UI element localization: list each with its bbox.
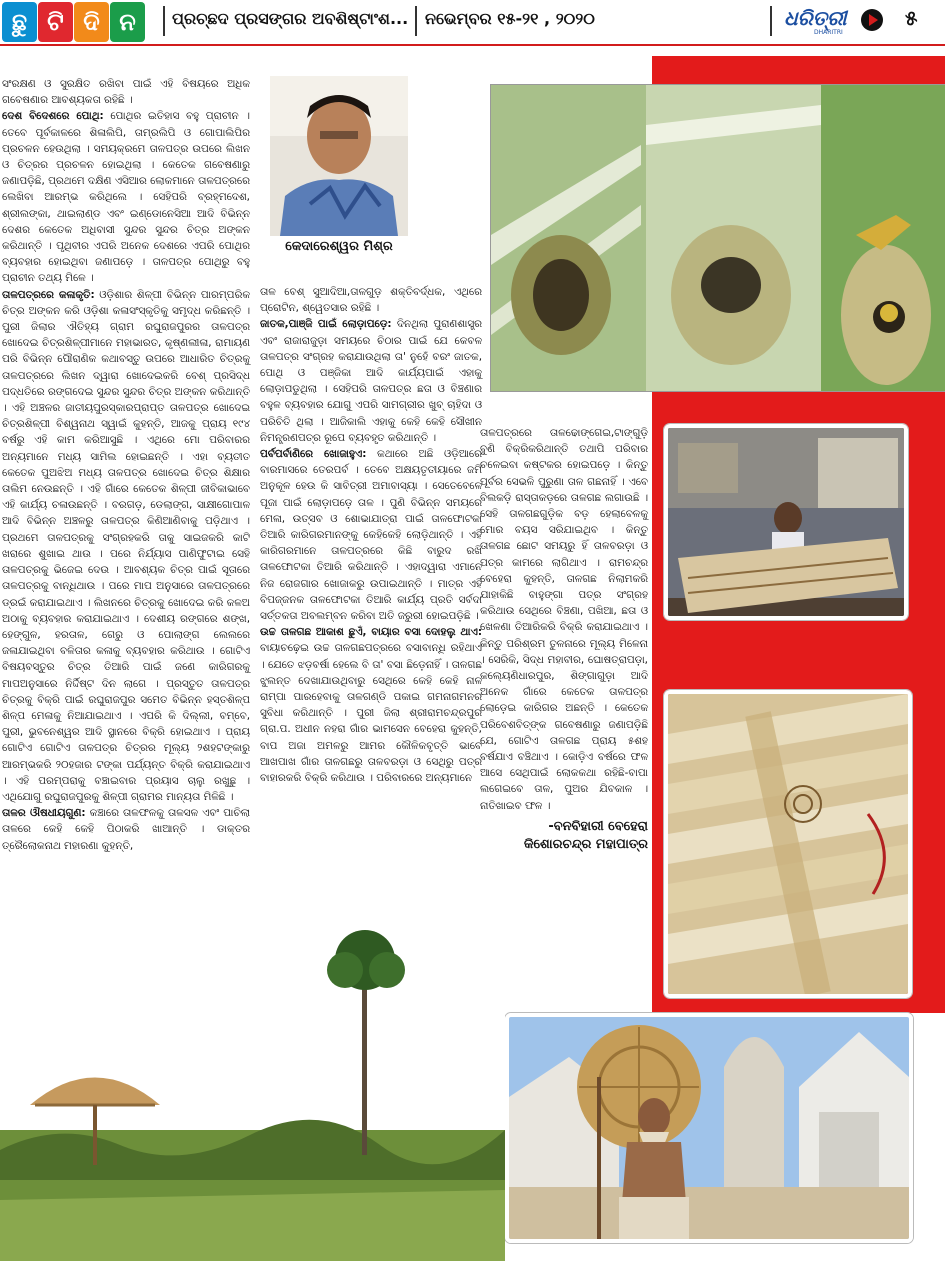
paragraph bbox=[260, 446, 482, 624]
paragraph bbox=[2, 805, 250, 854]
article-column-3 bbox=[480, 425, 648, 854]
header-title: ପ୍ରଚ୍ଛଦ ପ୍ରସଙ୍ଗର ଅବଶିଷ୍ଟାଂଶ... bbox=[172, 9, 409, 28]
subheading: ଜାତକ,ପାଞ୍ଜି ପାଇଁ ଲୋଡ଼ାପଡ଼େ: bbox=[260, 318, 392, 331]
subheading: ତାଳପତ୍ରରେ କଳାକୃତି: bbox=[2, 288, 95, 301]
divider bbox=[770, 6, 772, 36]
paragraph bbox=[2, 287, 250, 806]
play-icon bbox=[861, 9, 883, 31]
subheading: ଦେଶ ବିଦେଶରେ ପୋଥି: bbox=[2, 110, 104, 123]
byline-author-1: -ବନବିହାରୀ ବେହେରା bbox=[548, 818, 648, 834]
paragraph: ସଂରକ୍ଷଣ ଓ ସୁରକ୍ଷିତ ରଖିବା ପାଇଁ ଏହି ବିଷୟରେ ଅଧିକ ଗବେଷଣାର ଆବଶ୍ୟକତା ରହିଛି । bbox=[2, 78, 250, 107]
page-number: ୫ bbox=[905, 6, 918, 30]
portrait-caption: କେଦାରେଶ୍ୱର ମିଶ୍ର bbox=[285, 239, 393, 254]
paragraph-text: ବାୟାଚଢ଼େଇ ଉଚ୍ଚ ତାଳଗଛପତ୍ରରେ ବସାବାନ୍ଧି ରହିଥାଏ । ଯେତେ ଝଡ଼ବର୍ଷା ହେଲେ ବି ତା' ବସା ଛିଡ଼େନାହିଁ । ତାଳଗଛ ଝୁଲନ୍ତ ଦେଖାଯାଉଥିବାରୁ ସେଥିରେ କେହି କେହି ନାଳ ରାମ୍ପା ପାରହେବାକୁ ତାଳଗଣ୍ଡି ପକାଇ ଗମନାଗମନର ସୁବିଧା କରିଥାନ୍ତି । ପୁରୀ ଜିଲା ଶ୍ରୀରାମଚନ୍ଦ୍ରପୁର ଗ୍ରା.ପ. ଅଧୀନ ନହରା ଗାଁର ଭାମସେନ ବେହେରା କୁହନ୍ତି, ବାପ ଅଜା ଅମଳରୁ ଆମର କୌଳିକବୃତ୍ତି ଭାବେ ଆଖପାଖ ଗାଁର ତାଳଗଛରୁ ତାଳବରଡ଼ା ଓ ସେଥିରୁ ପତ୍ର ବାହାରକରି ବିକ୍ରି କରିଥାଉ । ପରିବାରରେ ଅନ୍ୟମାନେ bbox=[260, 642, 482, 785]
logo-subtext: DHARITRI bbox=[814, 29, 843, 36]
divider bbox=[415, 6, 417, 36]
paragraph-text: ଦିନଥିଲା ପୁରାଣଶାସ୍ତ୍ର ଏବଂ ରାଜାରାଜୁଡ଼ା ସମୟରେ ଚିଠାର ପାଇଁ ଯେ କେବଳ ତାଳପତ୍ର ସଂଗ୍ରହ କରାଯାଉଥିଲା ତା' ନୁହେଁ ବରଂ ଜାତକ, ପୋଥି ଓ ପଞ୍ଜିକା ଆଦି କାର୍ଯ୍ୟପାଇଁ ଏହାକୁ ଲୋଡ଼ାପଡୁଥିଲା । ସେହିପରି ତାଳପତ୍ର ଛତା ଓ ବିଞ୍ଚଣାର ବହୁଳ ବ୍ୟବହାର ଯୋଗୁ ଏପରି ସାମଗ୍ରୀର ଖୁବ୍‌ ଚାହିଦା ଓ ପରିଚିତି ଥିଲା । ଆଜିକାଲି ଏହାକୁ କେହି କେହି ସୌଖୀନ ନିମନ୍ତ୍ରଣପତ୍ର ରୂପେ ବ୍ୟବହୃତ କରିଥାନ୍ତି । bbox=[260, 318, 482, 444]
page-header bbox=[0, 0, 945, 46]
subheading: ତାଳର ଔଷଧୀୟଗୁଣ: bbox=[2, 807, 86, 820]
paragraph bbox=[2, 108, 250, 286]
paragraph-text: ଓଡ଼ିଶାର ଶିଳ୍ପୀ ବିଭିନ୍ନ ପାରମ୍ପରିକ ଚିତ୍ର ଅଙ୍କନ କରି ଓଡ଼ିଶା କଳାସଂସ୍କୃତିକୁ ସମୃଦ୍ଧ କରିଛନ୍ତି । ପୁରୀ ଜିଲାର ଐତିହ୍ୟ ଗ୍ରାମ ରଘୁରାଜପୁରର ତାଳପତ୍ର ଖୋଦେଇ ଚିତ୍ରଶିଳ୍ପୀମାନେ ମହାଭାରତ, କୃଷ୍ଣଲୀଳା, ରାମାୟଣ ପରି ବିଭିନ୍ନ ପୌରାଣିକ କଥାବସ୍ତୁ ଉପରେ ଆଧାରିତ ଚିତ୍ରକୁ ତାଳପତ୍ରରେ ଲିଖନ ଦ୍ୱାରା ଖୋଦେଇକରି ବେଶ୍‌ ପ୍ରସିଦ୍ଧ ପଦ୍ଧତିରେ ରଙ୍ଗଦେଇ ସୁନ୍ଦର ସୁନ୍ଦର ଚିତ୍ର ଅଙ୍କନ କରିଥାନ୍ତି । ଏହି ଅଞ୍ଚଳର ଜାତୀୟପୁରସ୍କାରପ୍ରାପ୍ତ ତାଳପତ୍ର ଖୋଦେଇ ଚିତ୍ରଶିଳ୍ପୀ ବିଶ୍ୱନାଥ ସ୍ୱାଇଁ କୁହନ୍ତି, ଆଜକୁ ପ୍ରାୟ ୧୯୪ ବର୍ଷରୁ ଏହି କାମ କରିଆସୁଛି । ଏଥିରେ ମୋ ପରିବାରର ଅନ୍ୟମାନେ ମଧ୍ୟ ସାମିଲ ହୋଇଛନ୍ତି । ଏହା ବ୍ୟତୀତ କେତେକ ପୁଅଝିଅ ମଧ୍ୟ ତାଳପତ୍ର ଖୋଦେଇ ଚିତ୍ର ଶିକ୍ଷାର ତାଲିମ ନେଉଛନ୍ତି । ଏହି ଗାଁରେ କେତେକ ଶିଳ୍ପୀ ଜୀବିକାଭାବେ ଏହି କାର୍ଯ୍ୟ ଚଳାଉଛନ୍ତି । ବରଗଡ଼, ଡେଲାଙ୍ଗ, ସାକ୍ଷୀଗୋପାଳ ଆଦି ବିଭିନ୍ନ ଅଞ୍ଚଳରୁ ତାଳପତ୍ର କିଣିଆଣିବାକୁ ପଡ଼ିଥାଏ । ପ୍ରଥମେ ତାଳପତ୍ରକୁ ସଂଗ୍ରହକରି ତାକୁ ସାଇଜକରି କାଟି ଖରାରେ ଶୁଖାଇ ଥାଉ । ପରେ ନିର୍ଯ୍ୟାସ ପାଣିଫୁଟାଇ ସେହି ତାଳପତ୍ରକୁ ଭିଜେଇ ଦେଉ । ଆବଶ୍ୟକ ଚିତ୍ର ପାଇଁ ସୂତାରେ ତାଳପତ୍ରକୁ ବାନ୍ଧିଥାଉ । ପରେ ମାପ ଅନୁସାରେ ତାଳପତ୍ରରେ ଡ୍ରଇଁ କରାଯାଇଥାଏ । ଲିଖନରେ ଚିତ୍ରକୁ ଖୋଦେଇ କରି କଳଅ ଅଠାକୁ ବ୍ୟବହାର କରାଯାଇଥାଏ । ଦେଶୀୟ ରଙ୍ଗରେ ଶଙ୍ଖ, ହେଙ୍ଗୁଳ, ହରତାଳ, ଗେରୁ ଓ ପୋଲାଙ୍ଗ ଲେଲରେ ଜଳାଯାଇଥିବା ବଳିତାର କଳାକୁ ବ୍ୟବହାର କରିଥାଉ । ଗୋଟିଏ ବିଷୟବସ୍ତୁର ଚିତ୍ର ତିଆରି ପାଇଁ ଜଣେ କାରିଗରକୁ ମାପଅନୁସାରେ ନିର୍ଦ୍ଦିଷ୍ଟ ଦିନ ଲାଗେ । ପ୍ରସ୍ତୁତ ତାଳପତ୍ର ଚିତ୍ରକୁ ବିକ୍ରି ପାଇଁ ରଘୁରାଜପୁର ସମେତ ବିଭିନ୍ନ ହସ୍ତଶିଳ୍ପ ଶିଳ୍ପ ମେଳାକୁ ନିଆଯାଇଥାଏ । ଏପରି କି ଦିଲ୍ଲୀ, ବମ୍ବେ, ପୁରୀ, ଭୁବନେଶ୍ୱର ଆଦି ସ୍ଥାନରେ ବିକ୍ରି ହୋଇଥାଏ । ପ୍ରାୟ ଗୋଟିଏ ଗୋଟିଏ ତାଳପତ୍ର ଚିତ୍ରର ମୂଲ୍ୟ ୨ଶହଟଙ୍କାରୁ ଆରମ୍ଭକରି ୨୦ହଜାର ଟଙ୍କା ପର୍ଯ୍ୟନ୍ତ ବିକ୍ରି କରାଯାଇଥାଏ । ଏହି ପରମ୍ପରାକୁ ବଞ୍ଚାଇବାର ପ୍ରୟାସ ଚାଲୁ ରଖୁଛୁ । ଏଥିଯୋଗୁ ରଘୁରାଜପୁରକୁ ଶିଳ୍ପୀ ଗ୍ରାମର ମାନ୍ୟତା ମିଳିଛି । bbox=[2, 288, 250, 803]
sadhu-with-palm-umbrella-photo bbox=[505, 1013, 913, 1243]
paragraph: ତାଳପତ୍ରରେ ତାଳଢୋଙ୍ଗେଇ,ଟାଙ୍ଗୁଡ଼ି ବୁଣି ବିକ୍ରିକରିଥାନ୍ତି ତଥାପି ପରିବାର ଚଳେଇବା କଷ୍ଟକର ହୋଇପଡ଼େ । କିନ୍ତୁ ପୂର୍ବର ସେଭଳି ପୁରୁଣା ତାଳ ଗଛନାହିଁ । ଏବେ ବିଲକଡ଼ି ରାସ୍ତାକଡ଼ରେ ତାଳଗଛ ଲଗାଉଛି । ସେହି ତାଳଗଛଗୁଡ଼ିକ ବଡ଼ ହେଲାବେଳକୁ ମୋର ବୟସ ସରିଯାଇଥିବ । କିନ୍ତୁ ତାଳଗଛ ଛୋଟ ସମୟରୁ ହିଁ ତାଳବରଡ଼ା ଓ ପତ୍ର କାମରେ ଲାଗିଥାଏ । ରାମଚନ୍ଦ୍ର ବେହେରା କୁହନ୍ତି, ତାଳଗଛ ନିଲାମକରି ଯାହାକିଛି ବାହୁଙ୍ଗା ପତ୍ର ସଂଗ୍ରହ କରିଥାଉ ସେଥିରେ ବିଞ୍ଚଣା, ପଖିଆ, ଛତା ଓ ଖେଳଣା ତିଆରିକରି ବିକ୍ରି କରାଯାଇଥାଏ । କିନ୍ତୁ ପରିଶ୍ରମ ତୁଳନାରେ ମୂଲ୍ୟ ମିଳେନା । ସେରିକି, ସିଦ୍ଧ ମହାବୀର, ଘୋଷତ୍ରାପଡ଼ା, କଲ୍ୟେଣିଧାରପୁର, ଶିଙ୍ଗାଗୁଡ଼ା ଆଦି ଅନେକ ଗାଁରେ କେତେକ ତାଳପତ୍ର ଲୋଡ଼େଇ କାରିଗର ଅଛନ୍ତି । କେତେକ ପରିବେଶବିତ୍‌ଙ୍କ ଗବେଷଣାରୁ ଜଣାପଡ଼ିଛି ଯେ, ଗୋଟିଏ ତାଳଗଛ ପ୍ରାୟ ୫ଶହ ବର୍ଷଯାଏ ବଞ୍ଚିଥାଏ । କୋଡ଼ିଏ ବର୍ଷରେ ଫଳ ଆସେ ସେଥିପାଇଁ ଲୋକକଥା ରହିଛି-ବାପା ଲଗେଇବେ ତାଳ, ପୁଅର ଯିବକାଳ । ନାତିଖାଇବ ଫଳ । bbox=[480, 427, 648, 812]
paragraph-text: ପୋଥିର ଇତିହାସ ବହୁ ପ୍ରାଚୀନ । ତେବେ ପୂର୍ବକାଳରେ ଶିଳାଲିପି, ତାମ୍ରଲିପି ଓ ଗୋପାଲିପିର ପ୍ରଚଳନ ହେଉଥିଲା । ସମୟକ୍ରମେ ତାଳପତ୍ର ଉପରେ ଲିଖନ ଓ ଚିତ୍ରର ପ୍ରଚଳନ ହୋଇଥିଲା । କେତେକ ଗବେଷଣାରୁ ଜଣାପଡ଼ିଛି, ପ୍ରଥମେ ଦକ୍ଷିଣ ଏସିଆର ଲୋକମାନେ ତାଳପତ୍ରରେ ଲେଖିବା ଆରମ୍ଭ କରିଥିଲେ । ସେହିପରି ବ୍ରହ୍ମଦେଶ, ଶ୍ରୀଲଙ୍କା, ଥାଇଲାଣ୍ଡ ଏବଂ ଇଣ୍ଡୋନେସିଆ ଆଦି ବିଭିନ୍ନ ଦେଶର କେତେକ ଅଧିବାସୀ ସୁନ୍ଦର ସୁନ୍ଦର ଚିତ୍ର ଅଙ୍କନ କରିଥାନ୍ତି । ପୃଥିବୀର ଏପରି ଅନେକ ଦେଶରେ ଏପରି ପୋଥିର ବ୍ୟବହାର ହୋଇଥିବା ଜଣାପଡ଼େ । ତାଳପତ୍ର ପୋଥିରୁ ବହୁ ପ୍ରାଚୀନ ତଥ୍ୟ ମିଳେ । bbox=[2, 110, 250, 285]
paragraph-text: କଥାରେ ଅଛି ଓଡ଼ିଆରେ ବାରମାସରେ ତେରପର୍ବ । ତେବେ ଅକ୍ଷୟତୃତୀୟାରେ ଜମି ଅନୁକୂଳ ହେଉ କି ସାବିତ୍ରୀ ଅମାବାସ୍ୟା । ସେତେବେଳେ ପୂଜା ପାଇଁ ଲୋଡ଼ାପଡ଼େ ତାଳ । ପୁଣି ବିଭିନ୍ନ ସମୟରେ ମେଳା, ଉତ୍ସବ ଓ ଶୋଭାଯାତ୍ରା ପାଇଁ ତାଳଫୋଟକା ତିଆରି କାରିଗରମାନଙ୍କୁ କେହିକେହି ଲୋଡ଼ିଥାନ୍ତି । ଏହି କାରିଗରମାନେ ତାଳପତ୍ରରେ କିଛି ବାରୁଦ ରଖି ତାଳଫୋଟକା ତିଆରି କରିଥାନ୍ତି । ଏହାଦ୍ୱାରା ଏମାନେ ନିଜ ରୋଜଗାର ଖୋଜାକରୁ ଉପାଇଥାନ୍ତି । ମାତ୍ର ଏହି ବିପଜ୍ଜନକ ତାଳଫୋଟକା ତିଆରି କାର୍ଯ୍ୟ ପ୍ରତି ସର୍ବଦା ସର୍ତ୍ତକତା ଅବଲମ୍ବନ କରିବା ଅତି ଜରୁରୀ ହୋଇପଡ଼ିଛି । bbox=[260, 448, 482, 623]
subheading: ଉଚ୍ଚ ତାଳଗଛ ଆକାଶ ଛୁଏଁ, ବାୟାର ବସା ଦୋହଲୁ ଥାଏ: bbox=[260, 626, 482, 639]
brand-letter: ଟି bbox=[38, 2, 73, 42]
subheading: ପର୍ବପର୍ବାଣିରେ ଖୋଜାହୁଏ: bbox=[260, 448, 367, 461]
brand-letter: ନ bbox=[110, 2, 145, 42]
byline-author-2: କିଶୋରଚନ୍ଦ୍ର ମହାପାତ୍ର bbox=[523, 836, 648, 852]
palm-landscape-photo bbox=[0, 920, 505, 1261]
paragraph-text: କଞ୍ଚାରେ ତାଳଫଳକୁ ତାଳସଳ ଏବଂ ପାଚିଲା ତାଳରେ କେହି କେହି ପିଠାକରି ଖାଆନ୍ତି । ଡାକ୍ତର ତ୍ରୈଲୋକନାଥ ମହାରଣା କୁହନ୍ତି, bbox=[2, 807, 250, 852]
artisan-workshop-photo bbox=[664, 424, 908, 620]
palm-leaf-manuscript-photo bbox=[664, 690, 912, 998]
paragraph: ତାଳ ବେଶ୍‌ ସୁଆଦିଆ,ତାଳଗୁଡ଼ ଶକ୍ତିବର୍ଦ୍ଧକ, ଏଥିରେ ପ୍ରୋଟିନ, ଶ୍ୱେତସାର ରହିଛି । bbox=[260, 286, 482, 315]
brand-letter: ଦି bbox=[74, 2, 109, 42]
divider bbox=[163, 6, 165, 36]
issue-date: ନଭେମ୍ବର ୧୫-୨୧ , ୨୦୨୦ bbox=[425, 9, 595, 28]
section-brand bbox=[2, 2, 145, 42]
paragraph bbox=[260, 624, 482, 786]
author-portrait bbox=[270, 76, 408, 236]
paragraph bbox=[260, 316, 482, 446]
logo-text: ଧରିତ୍ରୀ bbox=[784, 6, 847, 30]
article-column-2 bbox=[260, 284, 482, 786]
brand-letter: ଛୁ bbox=[2, 2, 37, 42]
article-column-1 bbox=[2, 76, 250, 854]
weaver-bird-nests-photo bbox=[490, 84, 945, 392]
